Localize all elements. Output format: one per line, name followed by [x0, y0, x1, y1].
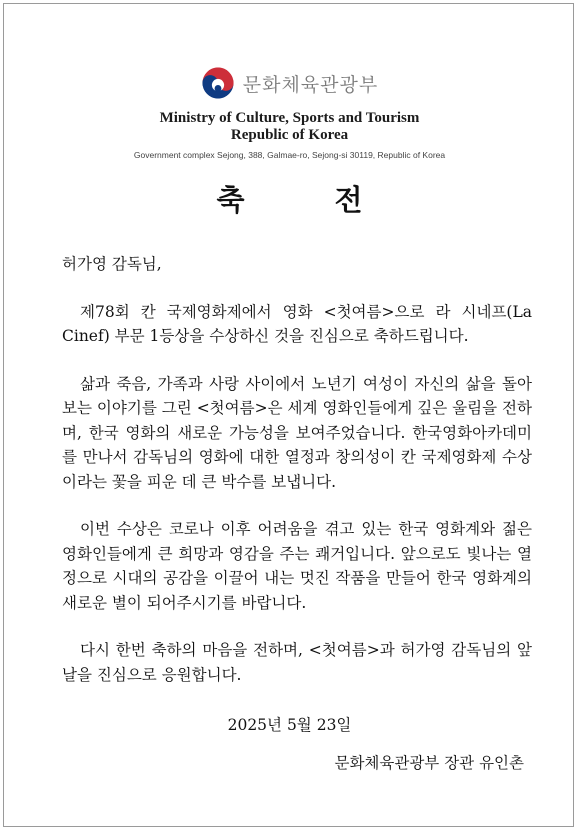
taegeuk-emblem-icon [201, 66, 235, 100]
ministry-name-english-line2: Republic of Korea [230, 127, 349, 143]
letter-body [62, 252, 532, 710]
letter-greeting: 허가영 감독님, [62, 255, 162, 273]
letter-signature: 문화체육관광부 장관 유인촌 [334, 754, 524, 772]
ministry-address: Government complex Sejong, 388, Galmae-ro, Sejong-si 30119, Republic of Korea [133, 150, 446, 160]
letter-paragraph-2: 삶과 죽음, 가족과 사랑 사이에서 노년기 여성이 자신의 삶을 돌아보는 이야기를 그린 <첫여름>은 세계 영화인들에게 깊은 울림을 전하며, 한국 영화의 새로운 가능성을 보여주었습니다. 한국영화아카데미를 만나서 감독님의 영화에 대한 열정과 창의성이 칸 국제영화제 수상이라는 꽃을 피운 데 큰 박수를 보냅니다. [62, 374, 532, 491]
letter-paragraph-1: 제78회 칸 국제영화제에서 영화 <첫여름>으로 라 시네프(La Cinef) 부문 1등상을 수상하신 것을 진심으로 축하드립니다. [62, 302, 532, 345]
letter-paragraph-3: 이번 수상은 코로나 이후 어려움을 겪고 있는 한국 영화계와 젊은 영화인들에게 큰 희망과 영감을 주는 쾌거입니다. 앞으로도 빛나는 열정으로 시대의 공감을 이끌어 내는 멋진 작품을 만들어 한국 영화계의 새로운 별이 되어주시기를 바랍니다. [62, 520, 532, 612]
ministry-name-english-line1: Ministry of Culture, Sports and Tourism [159, 110, 420, 126]
ministry-name-english [0, 110, 579, 144]
letter-date: 2025년 5월 23일 [227, 716, 352, 734]
ministry-logo [0, 66, 579, 100]
letter-paragraph-4: 다시 한번 축하의 마음을 전하며, <첫여름>과 허가영 감독님의 앞날을 진심으로 응원합니다. [62, 641, 532, 684]
ministry-name-korean: 문화체육관광부 [242, 73, 379, 96]
document-title: 축 전 [216, 183, 403, 217]
